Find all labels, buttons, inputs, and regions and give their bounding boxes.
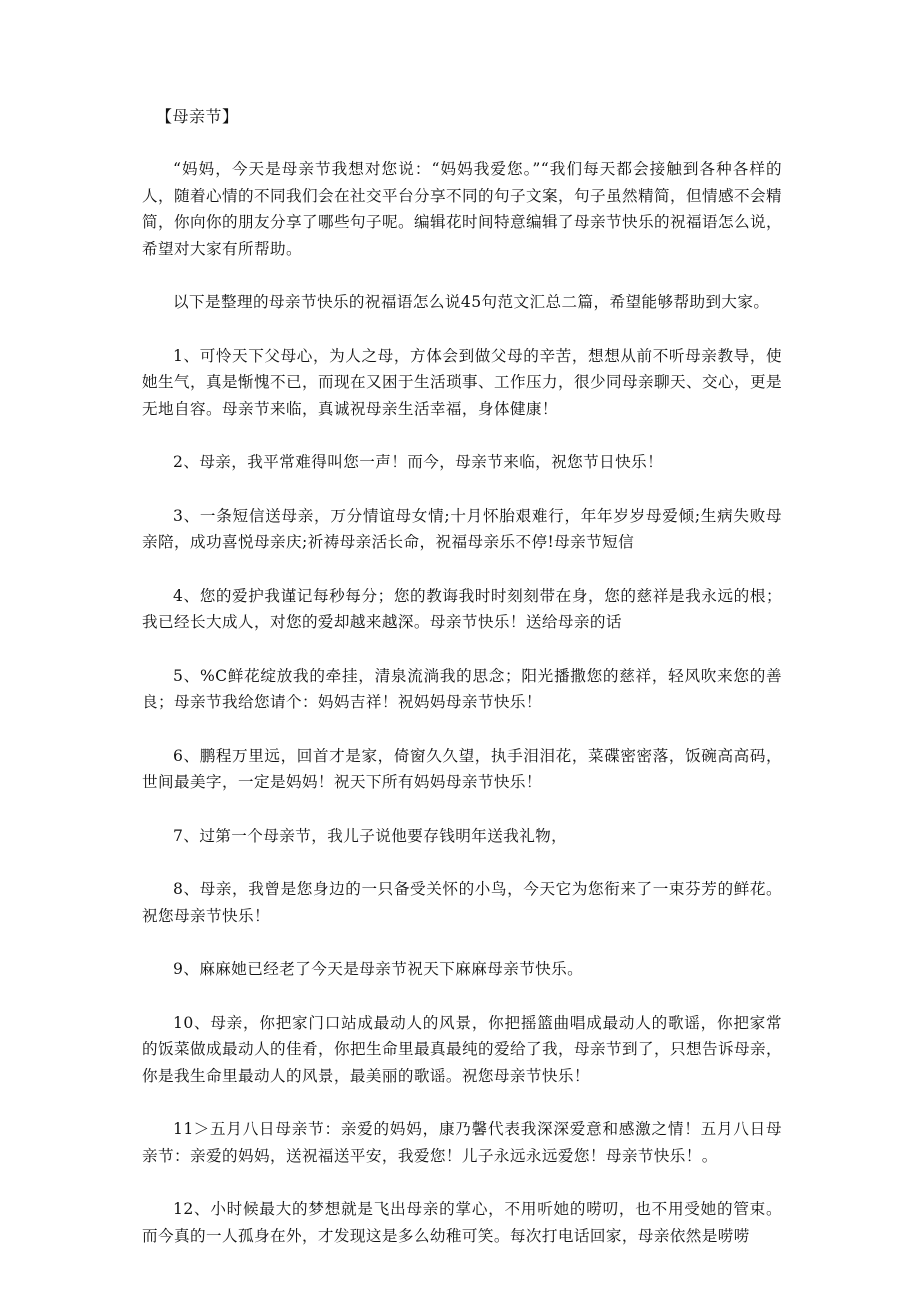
greeting-item-2: 2、母亲，我平常难得叫您一声！而今，母亲节来临，祝您节日快乐！ xyxy=(173,453,664,471)
greeting-item-8: 8、母亲，我曾是您身边的一只备受关怀的小鸟，今天它为您衔来了一束芬芳的鲜花。祝您母亲节快乐！ xyxy=(142,880,782,925)
greeting-item-7: 7、过第一个母亲节，我儿子说他要存钱明年送我礼物， xyxy=(173,826,568,845)
greeting-item-1: 1、可怜天下父母心，为人之母，方体会到做父母的辛苦，想想从前不听母亲教导，使她生气，真是惭愧不已，而现在又困于生活琐事、工作压力，很少同母亲聊天、交心，更是无地自容。母亲节来临，真诚祝母亲生活幸福，身体健康！ xyxy=(142,346,782,418)
document-body xyxy=(142,104,782,1249)
greeting-item-11: 11＞五月八日母亲节：亲爱的妈妈，康乃馨代表我深深爱意和感激之情！五月八日母亲节：亲爱的妈妈，送祝福送平安，我爱您！儿子永远永远爱您！母亲节快乐！。 xyxy=(142,1120,782,1165)
greeting-item-4: 4、您的爱护我谨记每秒每分；您的教诲我时时刻刻带在身，您的慈祥是我永远的根；我已经长大成人，对您的爱却越来越深。母亲节快乐！送给母亲的话 xyxy=(142,586,782,631)
greeting-item-5: 5、%C鲜花绽放我的牵挂，清泉流淌我的思念；阳光播撒您的慈祥，轻风吹来您的善良；母亲节我给您请个：妈妈吉祥！祝妈妈母亲节快乐！ xyxy=(142,666,782,711)
greeting-item-6: 6、鹏程万里远，回首才是家，倚窗久久望，执手泪泪花，菜碟密密落，饭碗高高码，世间最美字，一定是妈妈！祝天下所有妈妈母亲节快乐！ xyxy=(142,746,782,791)
document-title: 【母亲节】 xyxy=(156,107,239,126)
greeting-item-9: 9、麻麻她已经老了今天是母亲节祝天下麻麻母亲节快乐。 xyxy=(173,960,584,978)
greeting-item-10: 10、母亲，你把家门口站成最动人的风景，你把摇篮曲唱成最动人的歌谣，你把家常的饭菜做成最动人的佳肴，你把生命里最真最纯的爱给了我，母亲节到了，只想告诉母亲，你是我生命里最动人的风景，最美丽的歌谣。祝您母亲节快乐！ xyxy=(142,1013,782,1085)
greeting-item-3: 3、一条短信送母亲，万分情谊母女情;十月怀胎艰难行，年年岁岁母爱倾;生病失败母亲陪，成功喜悦母亲庆;祈祷母亲活长命，祝福母亲乐不停!母亲节短信 xyxy=(142,506,782,551)
intro-paragraph: “妈妈，今天是母亲节我想对您说：“妈妈我爱您。”“我们每天都会接触到各种各样的人，随着心情的不同我们会在社交平台分享不同的句子文案，句子虽然精简，但情感不会精简，你向你的朋友分享了哪些句子呢。编辑花时间特意编辑了母亲节快乐的祝福语怎么说，希望对大家有所帮助。 xyxy=(142,160,782,258)
summary-paragraph: 以下是整理的母亲节快乐的祝福语怎么说45句范文汇总二篇，希望能够帮助到大家。 xyxy=(173,293,770,311)
greeting-item-12: 12、小时候最大的梦想就是飞出母亲的掌心，不用听她的唠叨，也不用受她的管束。而今真的一人孤身在外，才发现这是多么幼稚可笑。每次打电话回家，母亲依然是唠唠 xyxy=(142,1200,782,1245)
